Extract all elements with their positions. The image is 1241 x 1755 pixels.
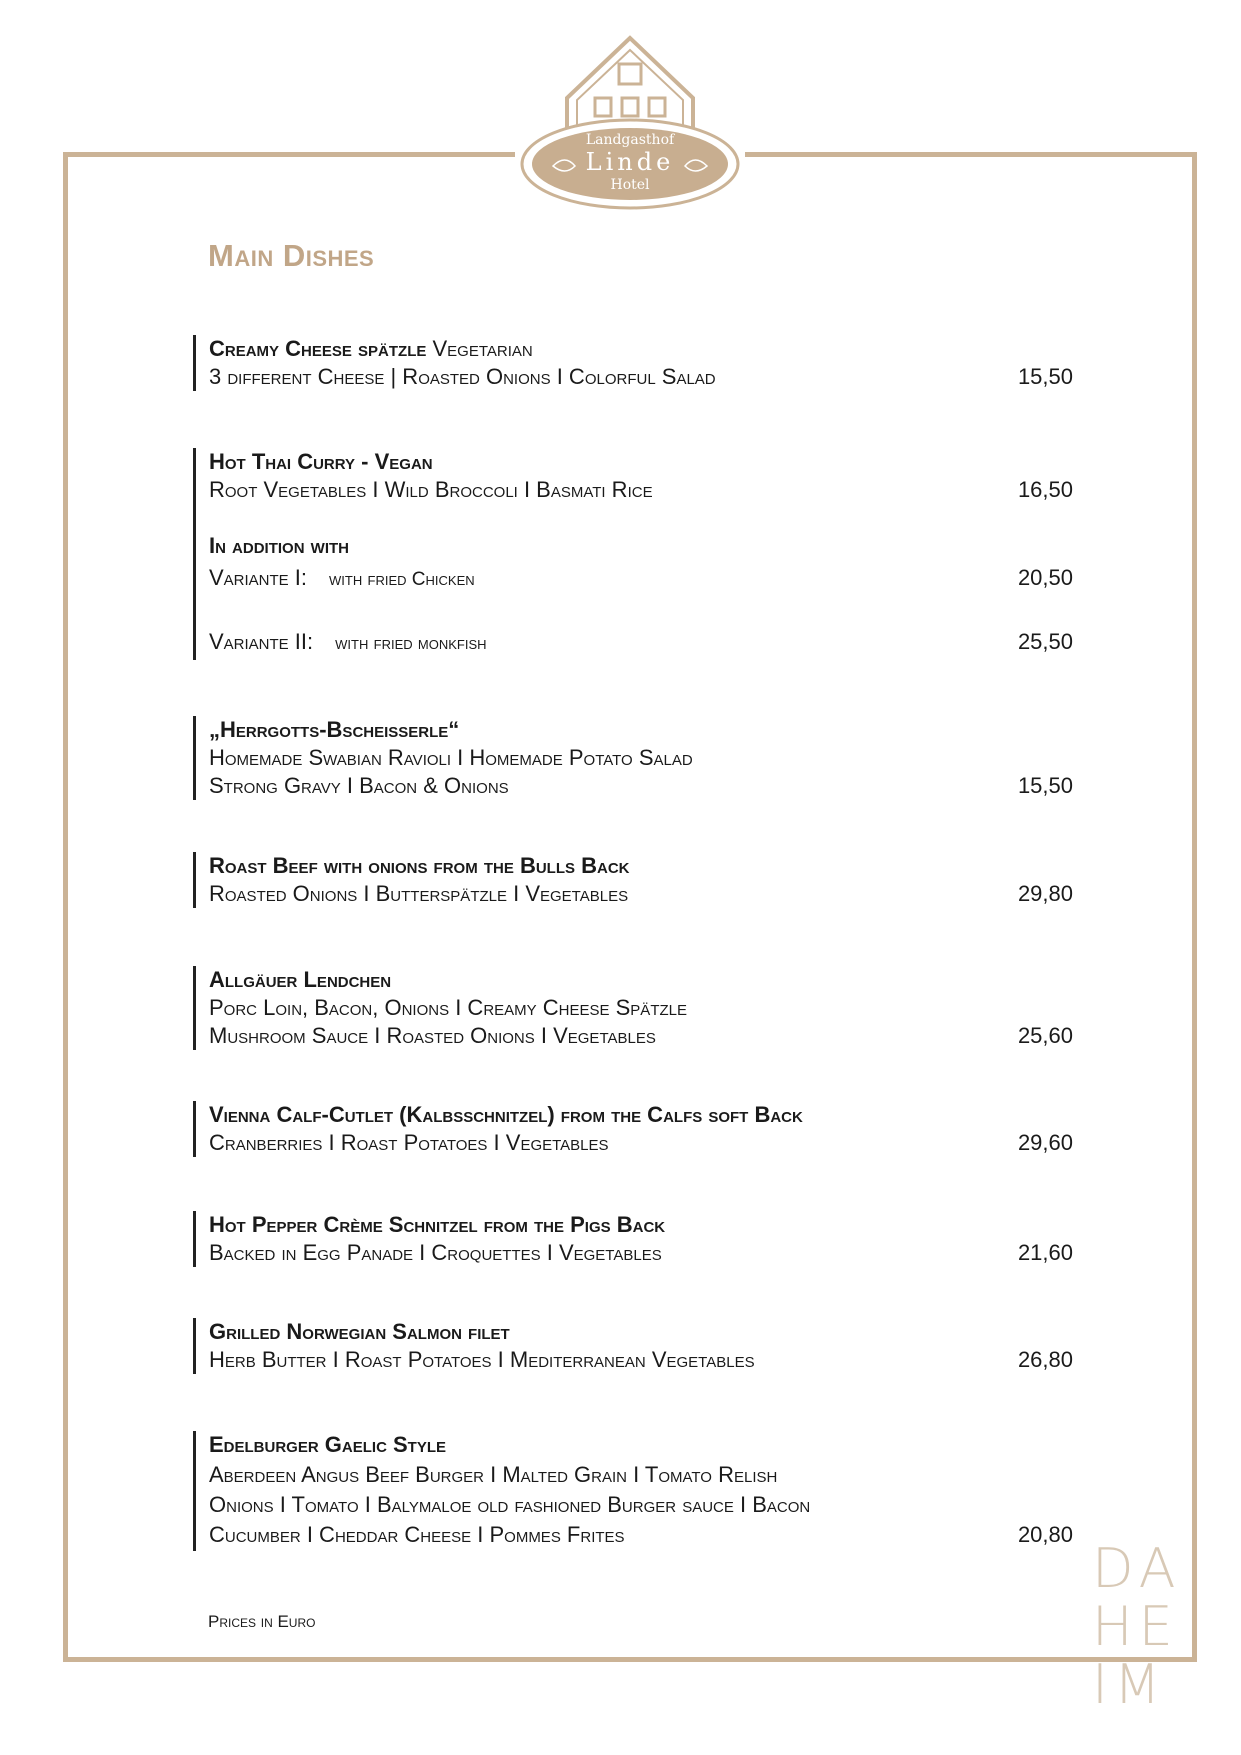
dish-line-text: Herb Butter I Roast Potatoes I Mediterranean Vegetables <box>209 1347 755 1372</box>
dish-price: 20,80 <box>1017 1522 1073 1547</box>
daheim-mark <box>1092 1537 1182 1716</box>
dish-name <box>209 335 1073 363</box>
dish-description <box>209 363 1073 391</box>
dish-description <box>209 1521 1073 1551</box>
dish-price: 25,50 <box>1017 629 1073 654</box>
menu-dish <box>193 966 1073 1050</box>
dish-description <box>209 772 1073 800</box>
dish-line-text: Cranberries I Roast Potatoes I Vegetables <box>209 1130 609 1155</box>
dish-name <box>209 1211 1073 1239</box>
dish-description <box>209 994 1073 1022</box>
dish-description <box>209 564 1073 596</box>
dish-price: 26,80 <box>1017 1347 1073 1372</box>
dish-line-text: Hot Thai Curry - Vegan <box>209 449 433 474</box>
dish-line-text: Strong Gravy I Bacon & Onions <box>209 773 509 798</box>
dish-description <box>209 596 1073 628</box>
dish-description <box>209 1129 1073 1157</box>
menu-dish <box>193 448 1073 660</box>
dish-description <box>209 476 1073 504</box>
dish-name <box>209 966 1073 994</box>
dish-name <box>209 852 1073 880</box>
dish-price: 29,80 <box>1017 881 1073 906</box>
dish-line-text: Roast Beef with onions from the Bulls Back <box>209 853 630 878</box>
dish-name <box>209 1318 1073 1346</box>
menu-dish <box>193 852 1073 908</box>
hotel-logo <box>515 34 745 210</box>
dish-name <box>209 448 1073 476</box>
daheim-line: IM <box>1092 1653 1167 1716</box>
dish-description <box>209 880 1073 908</box>
dish-price: 15,50 <box>1017 773 1073 798</box>
dish-description <box>209 1346 1073 1374</box>
logo-top-text: Landgasthof <box>585 132 675 148</box>
dish-name <box>209 1431 1073 1461</box>
dish-line-text: Variante II: <box>209 629 314 654</box>
dish-price: 15,50 <box>1017 364 1073 389</box>
dish-description <box>209 504 1073 532</box>
dish-line-text: Homemade Swabian Ravioli I Homemade Potato Salad <box>209 745 693 770</box>
logo-bottom-text: Hotel <box>610 177 650 193</box>
dish-line-text: Cucumber I Cheddar Cheese I Pommes Frites <box>209 1522 625 1547</box>
daheim-line: HE <box>1092 1595 1179 1658</box>
dish-line-text: Porc Loin, Bacon, Onions I Creamy Cheese Spätzle <box>209 995 687 1020</box>
dish-line-text: Grilled Norwegian Salmon filet <box>209 1319 510 1344</box>
prices-note: Prices in Euro <box>208 1612 316 1631</box>
dish-line-text: Roasted Onions I Butterspätzle I Vegetables <box>209 881 629 906</box>
dish-line-text: „Herrgotts-Bscheisserle“ <box>209 717 460 742</box>
dish-line-text: Onions I Tomato I Balymaloe old fashioned Burger sauce I Bacon <box>209 1492 811 1517</box>
menu-dish <box>193 716 1073 800</box>
dish-tag: Vegetarian <box>426 336 533 361</box>
variant-description: with fried monkfish <box>335 633 487 654</box>
menu-dish <box>193 335 1073 391</box>
dish-description <box>209 1491 1073 1521</box>
menu-dish <box>193 1318 1073 1374</box>
dish-line-text: Allgäuer Lendchen <box>209 967 392 992</box>
dish-name <box>209 532 1073 564</box>
variant-description: with fried Chicken <box>329 569 475 590</box>
dish-price: 16,50 <box>1017 477 1073 502</box>
dish-description <box>209 628 1073 660</box>
menu-dish <box>193 1211 1073 1267</box>
dish-line-text: Variante I: <box>209 565 308 590</box>
dish-line-text: Backed in Egg Panade I Croquettes I Vegetables <box>209 1240 662 1265</box>
daheim-line: DA <box>1092 1537 1182 1600</box>
dish-price: 25,60 <box>1017 1023 1073 1048</box>
dish-price: 21,60 <box>1017 1240 1073 1265</box>
section-title: Main Dishes <box>208 238 375 273</box>
dish-line-text: Aberdeen Angus Beef Burger I Malted Grain I Tomato Relish <box>209 1462 778 1487</box>
dish-price: 29,60 <box>1017 1130 1073 1155</box>
menu-dish <box>193 1101 1073 1157</box>
dish-line-text: In addition with <box>209 533 349 558</box>
dish-description <box>209 1022 1073 1050</box>
dish-name <box>209 716 1073 744</box>
logo-name-text: Linde <box>585 148 675 176</box>
dish-description <box>209 744 1073 772</box>
dish-line-text: Root Vegetables I Wild Broccoli I Basmati Rice <box>209 477 653 502</box>
dish-description <box>209 1461 1073 1491</box>
dish-line-text: Mushroom Sauce I Roasted Onions I Vegetables <box>209 1023 656 1048</box>
dish-name <box>209 1101 1073 1129</box>
dish-line-text: Hot Pepper Crème Schnitzel from the Pigs Back <box>209 1212 666 1237</box>
dish-line-text: Edelburger Gaelic Style <box>209 1432 447 1457</box>
dish-price: 20,50 <box>1017 565 1073 590</box>
menu-dish <box>193 1431 1073 1551</box>
dish-line-text: 3 different Cheese | Roasted Onions I Colorful Salad <box>209 364 716 389</box>
dish-line-text: Creamy Cheese spätzle <box>209 336 427 361</box>
dish-line-text: Vienna Calf-Cutlet (Kalbsschnitzel) from the Calfs soft Back <box>209 1102 803 1127</box>
dish-description <box>209 1239 1073 1267</box>
